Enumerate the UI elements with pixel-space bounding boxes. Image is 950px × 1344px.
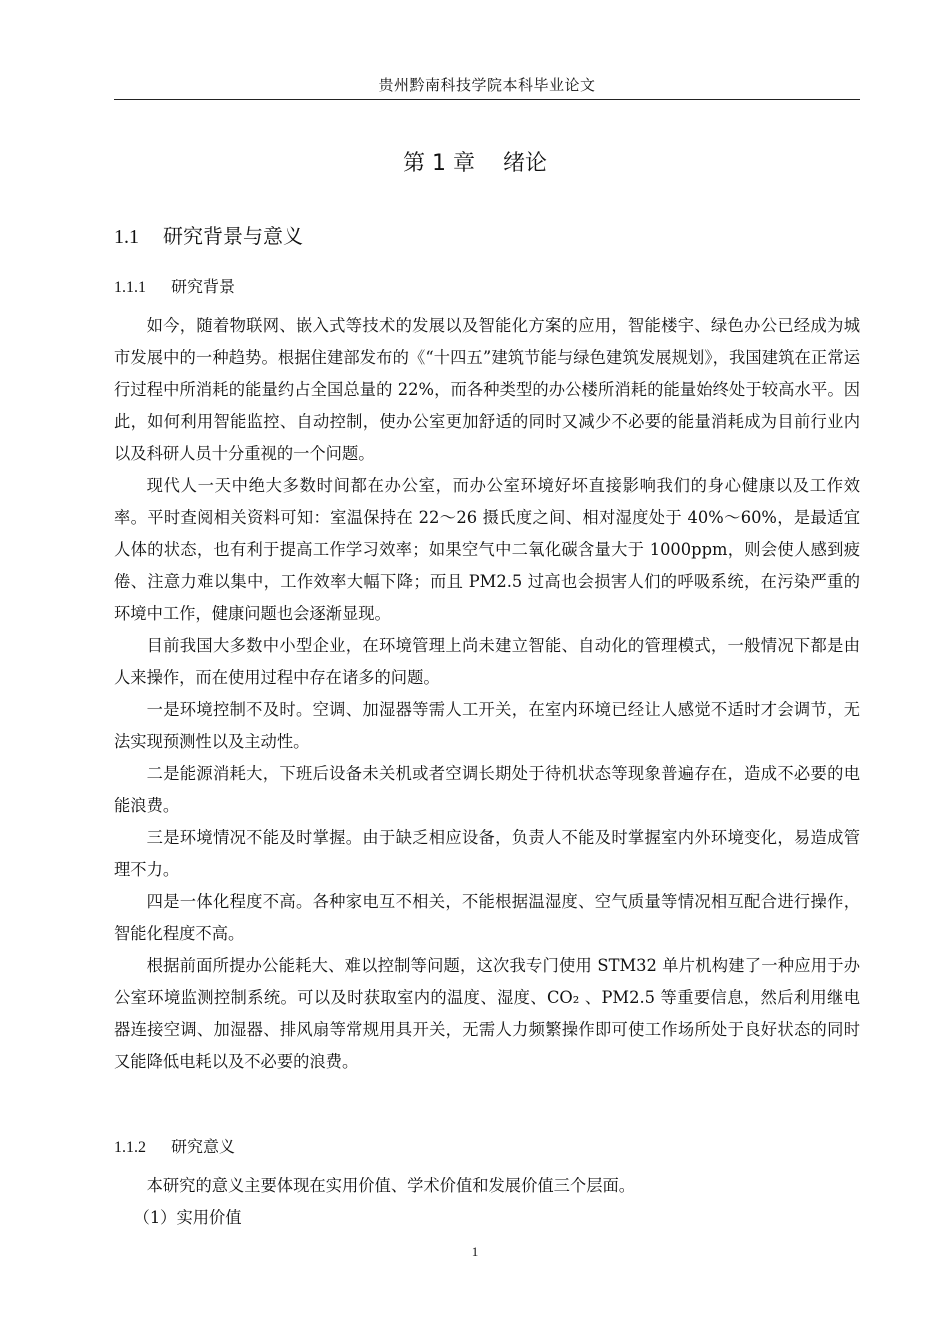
background-body [114, 310, 860, 1078]
paragraph: 本研究的意义主要体现在实用价值、学术价值和发展价值三个层面。 [146, 1176, 636, 1195]
running-header: 贵州黔南科技学院本科毕业论文 [378, 76, 596, 94]
page-number: 1 [471, 1244, 479, 1259]
subsection-heading [114, 1134, 235, 1157]
paragraph: 现代人一天中绝大多数时间都在办公室，而办公室环境好坏直接影响我们的身心健康以及工作效率。平时查阅相关资料可知：室温保持在 22～26 摄氏度之间、相对湿度处于 40%～60%，是最适宜人体的状态，也有利于提高工作学习效率；如果空气中二氧化碳含量大于 1000ppm，则会使人感到疲倦、注意力难以集中，工作效率大幅下降；而且 PM2.5 过高也会损害人们的呼吸系统，在污染严重的环境中工作，健康问题也会逐渐显现。 [114, 476, 860, 623]
significance-body [114, 1170, 860, 1234]
chapter-title: 绪论 [502, 151, 547, 176]
paragraph: 三是环境情况不能及时掌握。由于缺乏相应设备，负责人不能及时掌握室内外环境变化，易造成管理不力。 [114, 828, 860, 879]
paragraph: 根据前面所提办公能耗大、难以控制等问题，这次我专门使用 STM32 单片机构建了一种应用于办公室环境监测控制系统。可以及时获取室内的温度、湿度、CO₂ 、PM2.5 等重要信息，然后利用继电器连接空调、加湿器、排风扇等常规用具开关，无需人力频繁操作即可使工作场所处于良好状态的同时又能降低电耗以及不必要的浪费。 [114, 956, 860, 1071]
list-item-label: （1）实用价值 [133, 1208, 242, 1227]
chapter-heading [0, 146, 950, 177]
section-number: 1.1 [114, 226, 139, 248]
section-heading [114, 220, 303, 249]
subsection-title: 研究背景 [171, 277, 236, 296]
paragraph: 目前我国大多数中小型企业，在环境管理上尚未建立智能、自动化的管理模式，一般情况下都是由人来操作，而在使用过程中存在诸多的问题。 [114, 636, 860, 687]
section-title: 研究背景与意义 [163, 224, 303, 248]
subsection-number: 1.1.1 [114, 279, 146, 296]
paragraph: 一是环境控制不及时。空调、加湿器等需人工开关，在室内环境已经让人感觉不适时才会调节，无法实现预测性以及主动性。 [114, 700, 860, 751]
header-rule [114, 99, 860, 100]
subsection-number: 1.1.2 [114, 1139, 146, 1156]
chapter-number: 第 1 章 [403, 151, 475, 176]
paragraph: 二是能源消耗大，下班后设备未关机或者空调长期处于待机状态等现象普遍存在，造成不必要的电能浪费。 [114, 764, 860, 815]
paragraph: 四是一体化程度不高。各种家电互不相关，不能根据温湿度、空气质量等情况相互配合进行操作，智能化程度不高。 [114, 892, 860, 943]
paragraph: 如今，随着物联网、嵌入式等技术的发展以及智能化方案的应用，智能楼宇、绿色办公已经成为城市发展中的一种趋势。根据住建部发布的《“十四五”建筑节能与绿色建筑发展规划》，我国建筑在正常运行过程中所消耗的能量约占全国总量的 22%，而各种类型的办公楼所消耗的能量始终处于较高水平。因此，如何利用智能监控、自动控制，使办公室更加舒适的同时又减少不必要的能量消耗成为目前行业内以及科研人员十分重视的一个问题。 [114, 316, 860, 463]
subsection-heading [114, 274, 235, 297]
subsection-title: 研究意义 [171, 1137, 236, 1156]
